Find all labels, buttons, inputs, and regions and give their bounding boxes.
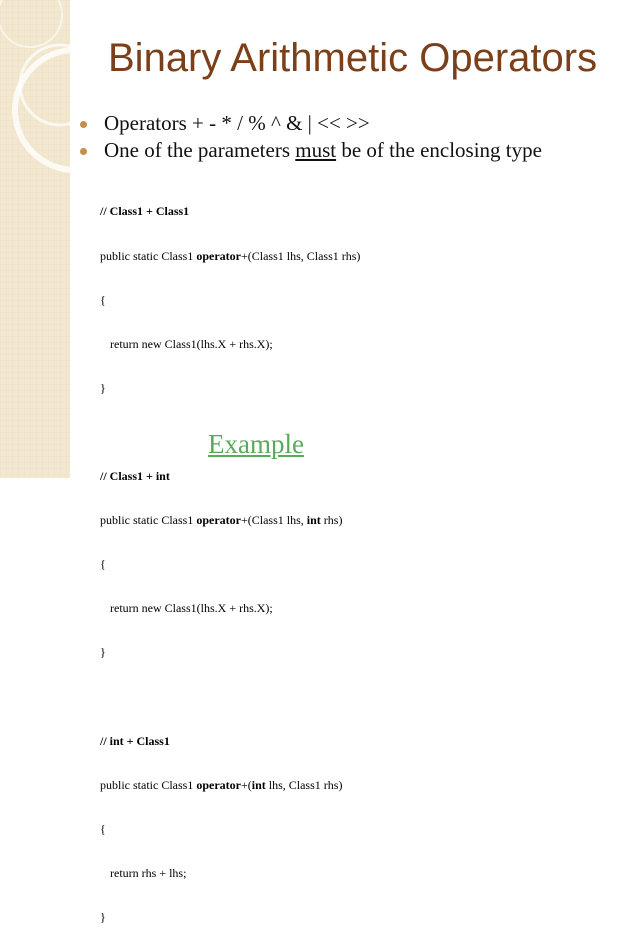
bullet-text-part: One of the parameters <box>104 138 296 162</box>
bullet-text <box>104 138 542 163</box>
code-line: } <box>100 909 106 924</box>
code-line <box>100 469 360 484</box>
bullet-dot-icon <box>80 148 87 155</box>
code-line: } <box>100 645 106 660</box>
code-comment: int + Class1 <box>109 733 170 748</box>
decorative-sidebar <box>0 0 70 478</box>
code-comment: // <box>100 468 110 483</box>
code-line <box>100 734 360 749</box>
code-text: +( <box>240 777 252 792</box>
code-comment: // <box>100 733 110 748</box>
bullet-emphasis: must <box>295 138 337 162</box>
code-keyword: int <box>251 777 266 792</box>
bullet-text-part: be of the enclosing type <box>336 138 542 162</box>
code-keyword: operator <box>196 777 241 792</box>
code-line <box>100 249 360 264</box>
bullet-text: Operators + - * / % ^ & | << >> <box>104 111 370 135</box>
code-keyword: operator <box>196 513 241 528</box>
code-keyword: int <box>306 513 321 528</box>
example-link[interactable]: Example <box>208 429 304 459</box>
code-line: } <box>100 380 106 395</box>
code-text: public static Class1 <box>100 777 197 792</box>
code-line <box>100 513 360 528</box>
bullet-dot-icon <box>80 121 87 128</box>
code-line: return new Class1(lhs.X + rhs.X); <box>110 336 273 351</box>
code-text: rhs) <box>320 513 343 528</box>
code-text: public static Class1 <box>100 513 197 528</box>
code-line <box>100 204 360 219</box>
slide-title: Binary Arithmetic Operators <box>108 36 598 80</box>
code-keyword: operator <box>196 248 241 263</box>
code-text: +(Class1 lhs, Class1 rhs) <box>240 248 361 263</box>
code-line: return rhs + lhs; <box>110 865 187 880</box>
code-comment: // Class1 + Class1 <box>100 204 190 219</box>
code-blank-line <box>100 689 360 704</box>
code-block <box>100 175 360 939</box>
code-text: public static Class1 <box>100 248 197 263</box>
code-line: { <box>100 292 106 307</box>
code-line <box>100 778 360 793</box>
code-text: lhs, Class1 rhs) <box>265 777 343 792</box>
code-line: { <box>100 557 106 572</box>
sidebar-circles-decoration <box>0 0 70 478</box>
code-comment: Class1 + int <box>109 468 170 483</box>
code-line: return new Class1(lhs.X + rhs.X); <box>110 601 273 616</box>
code-text: +(Class1 lhs, <box>240 513 307 528</box>
code-line: { <box>100 821 106 836</box>
